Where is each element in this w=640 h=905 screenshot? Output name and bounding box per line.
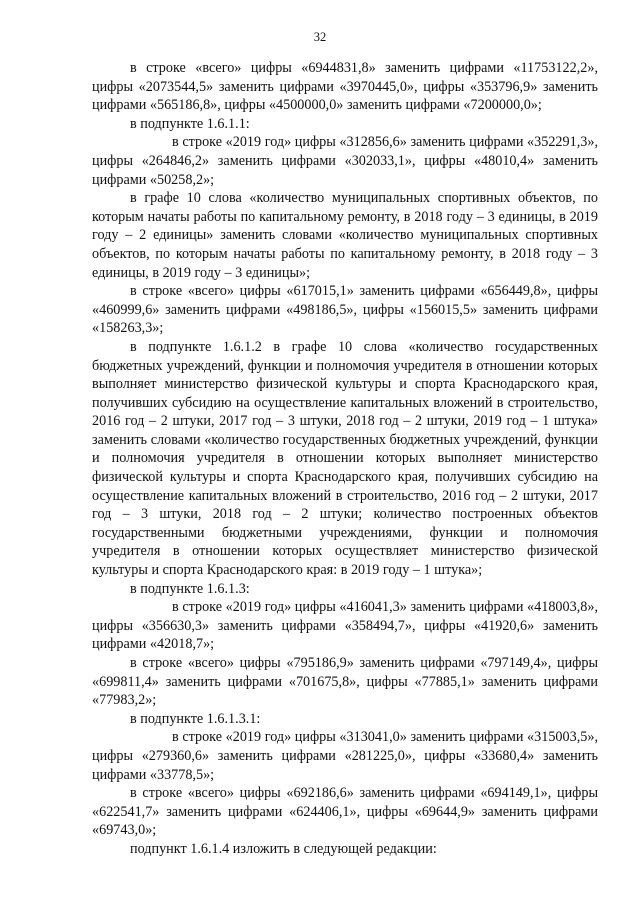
paragraph: в строке «всего» цифры «692186,6» заменить цифрами «694149,1», цифры «622541,7» заменить цифрами «624406,1», цифры «69644,9» заменить цифрами «69743,0»; [92, 785, 598, 839]
paragraph: в графе 10 слова «количество муниципальных спортивных объектов, по которым начаты работы по капитальному ремонту, в 2018 году – 3 единицы, в 2019 году – 2 единицы» заменить словами «количество муниципальных спортивных объектов, по которым начаты работы по капитальному ремонту, в 2018 году – 3 единицы, в 2019 году – 3 единицы»; [92, 190, 598, 281]
paragraph: в строке «всего» цифры «6944831,8» заменить цифрами «11753122,2», цифры «2073544,5» заменить цифрами «3970445,0», цифры «353796,9» заменить цифрами «565186,8», цифры «4500000,0» заменить цифрами «7200000,0»; [92, 60, 598, 114]
paragraph: в строке «2019 год» цифры «313041,0» заменить цифрами «315003,5», цифры «279360,6» заменить цифрами «281225,0», цифры «33680,4» заменить цифрами «33778,5»; [92, 729, 598, 783]
paragraph: в строке «2019 год» цифры «312856,6» заменить цифрами «352291,3», цифры «264846,2» заменить цифрами «302033,1», цифры «48010,4» заменить цифрами «50258,2»; [92, 134, 598, 188]
paragraph: в подпункте 1.6.1.2 в графе 10 слова «количество государственных бюджетных учреждений, функции и полномочия учредителя в отношении которых выполняет министерство физической культуры и спорта Краснодарского края, получивших субсидию на осуществление капитальных вложений в строительство, 2016 год – 2 штуки, 2017 год – 3 штуки, 2018 год – 2 штуки, 2019 год – 1 штука» заменить словами «количество государственных бюджетных учреждений, функции и полномочия учредителя в отношении которых выполняет министерство физической культуры и спорта Краснодарского края, получивших субсидию на осуществление капитальных вложений в строительство, 2016 год – 2 штуки, 2017 год – 3 штуки, 2018 год – 2 штуки; количество построенных объектов государственными бюджетными учреждениями, функции и полномочия учредителя в отношении которых осуществляет министерство физической культуры и спорта Краснодарского края: в 2019 году – 1 штука»; [92, 338, 598, 579]
paragraph: в подпункте 1.6.1.3: [130, 580, 250, 597]
document-body [92, 59, 598, 859]
paragraph: в строке «2019 год» цифры «416041,3» заменить цифрами «418003,8», цифры «356630,3» заменить цифрами «358494,7», цифры «41920,6» заменить цифрами «42018,7»; [92, 599, 598, 653]
page-number: 32 [313, 30, 327, 44]
paragraph: в подпункте 1.6.1.1: [130, 115, 250, 132]
paragraph: в строке «всего» цифры «795186,9» заменить цифрами «797149,4», цифры «699811,4» заменить цифрами «701675,8», цифры «77885,1» заменить цифрами «77983,2»; [92, 655, 598, 709]
paragraph: подпункт 1.6.1.4 изложить в следующей редакции: [130, 840, 437, 857]
paragraph: в подпункте 1.6.1.3.1: [130, 710, 261, 727]
paragraph: в строке «всего» цифры «617015,1» заменить цифрами «656449,8», цифры «460999,6» заменить цифрами «498186,5», цифры «156015,5» заменить цифрами «158263,3»; [92, 283, 598, 337]
